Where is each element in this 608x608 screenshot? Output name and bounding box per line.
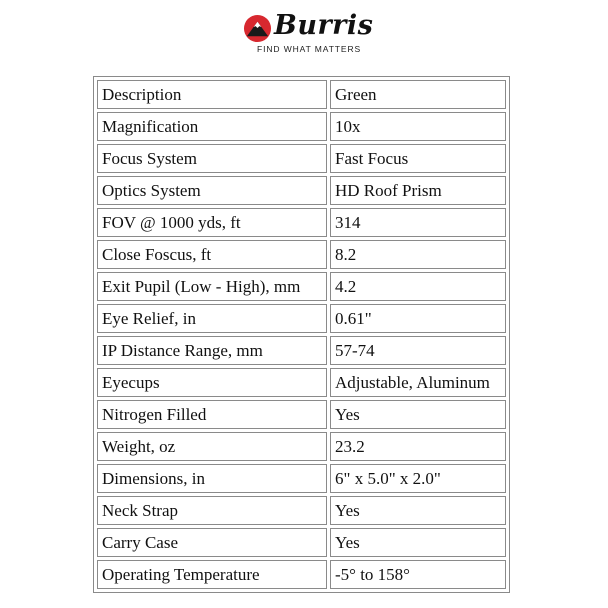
spec-label: Optics System bbox=[97, 176, 327, 205]
spec-label: Nitrogen Filled bbox=[97, 400, 327, 429]
spec-value: 10x bbox=[330, 112, 506, 141]
spec-value: 0.61" bbox=[330, 304, 506, 333]
spec-value: Yes bbox=[330, 528, 506, 557]
table-row bbox=[97, 272, 506, 301]
spec-label: Magnification bbox=[97, 112, 327, 141]
spec-label: FOV @ 1000 yds, ft bbox=[97, 208, 327, 237]
table-row bbox=[97, 336, 506, 365]
spec-label: Exit Pupil (Low - High), mm bbox=[97, 272, 327, 301]
spec-label: Focus System bbox=[97, 144, 327, 173]
spec-value: Adjustable, Aluminum bbox=[330, 368, 506, 397]
table-row bbox=[97, 240, 506, 269]
spec-label: Operating Temperature bbox=[97, 560, 327, 589]
brand-logo bbox=[243, 10, 374, 58]
table-row bbox=[97, 528, 506, 557]
spec-table bbox=[93, 76, 510, 593]
table-row bbox=[97, 80, 506, 109]
spec-value: 8.2 bbox=[330, 240, 506, 269]
spec-label: IP Distance Range, mm bbox=[97, 336, 327, 365]
table-row bbox=[97, 560, 506, 589]
table-row bbox=[97, 208, 506, 237]
spec-value: HD Roof Prism bbox=[330, 176, 506, 205]
table-row bbox=[97, 400, 506, 429]
spec-value: Green bbox=[330, 80, 506, 109]
table-row bbox=[97, 176, 506, 205]
spec-label: Eye Relief, in bbox=[97, 304, 327, 333]
spec-value: 23.2 bbox=[330, 432, 506, 461]
table-row bbox=[97, 368, 506, 397]
table-row bbox=[97, 144, 506, 173]
spec-value: 314 bbox=[330, 208, 506, 237]
spec-value: Yes bbox=[330, 400, 506, 429]
spec-value: Fast Focus bbox=[330, 144, 506, 173]
spec-label: Weight, oz bbox=[97, 432, 327, 461]
table-row bbox=[97, 304, 506, 333]
spec-label: Dimensions, in bbox=[97, 464, 327, 493]
spec-value: 57-74 bbox=[330, 336, 506, 365]
spec-value: Yes bbox=[330, 496, 506, 525]
spec-value: -5° to 158° bbox=[330, 560, 506, 589]
spec-label: Description bbox=[97, 80, 327, 109]
table-row bbox=[97, 112, 506, 141]
brand-name: Burris bbox=[274, 10, 374, 41]
spec-label: Carry Case bbox=[97, 528, 327, 557]
brand-tagline: FIND WHAT MATTERS bbox=[257, 44, 362, 54]
spec-value: 4.2 bbox=[330, 272, 506, 301]
spec-label: Eyecups bbox=[97, 368, 327, 397]
table-row bbox=[97, 496, 506, 525]
mountain-logo-icon bbox=[243, 14, 272, 43]
spec-label: Close Foscus, ft bbox=[97, 240, 327, 269]
table-row bbox=[97, 464, 506, 493]
table-row bbox=[97, 432, 506, 461]
spec-label: Neck Strap bbox=[97, 496, 327, 525]
spec-value: 6" x 5.0" x 2.0" bbox=[330, 464, 506, 493]
